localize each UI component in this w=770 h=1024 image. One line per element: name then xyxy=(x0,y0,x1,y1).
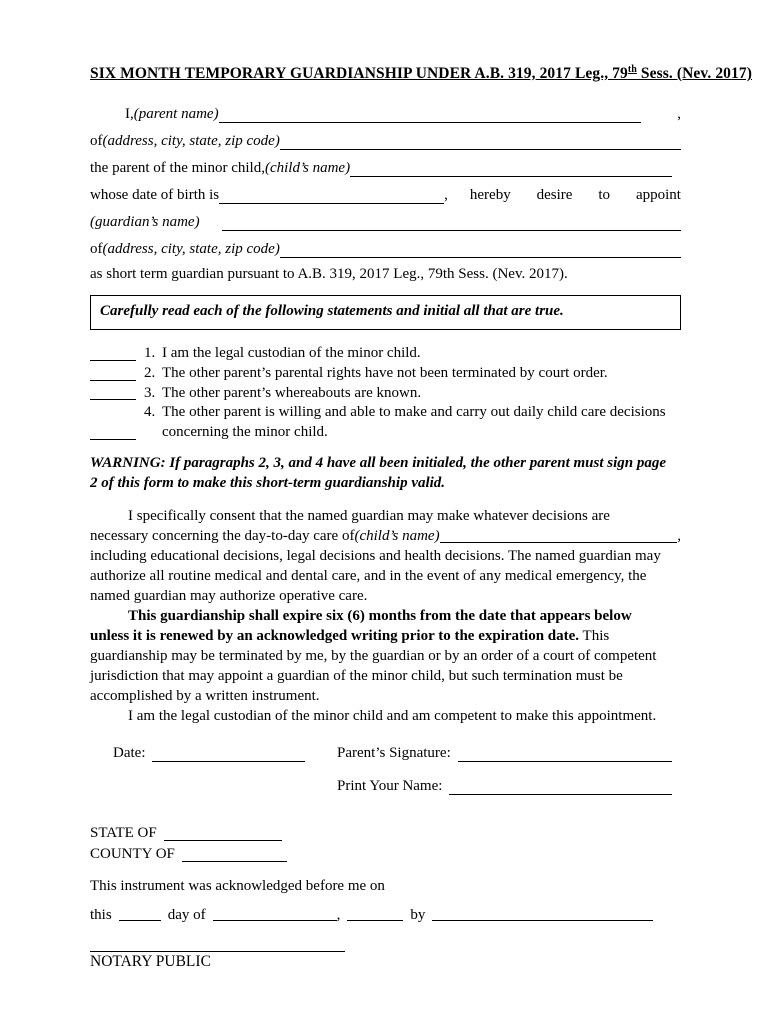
county-blank[interactable] xyxy=(182,858,287,862)
parent-address-row xyxy=(90,123,681,150)
dob-row xyxy=(90,177,681,204)
parent-name-label: I, xyxy=(125,106,134,123)
title-main: SIX MONTH TEMPORARY GUARDIANSHIP UNDER A.B. 319, 2017 Leg., 79 xyxy=(90,65,628,83)
child-name-row xyxy=(90,150,681,177)
state-of-label: STATE OF xyxy=(90,824,157,841)
title-tail: Sess. (Nev. 2017) xyxy=(636,65,752,83)
guardian-address-hint: (address, city, state, zip code) xyxy=(102,241,280,258)
guardian-address-blank[interactable] xyxy=(280,254,681,258)
statement-text: The other parent’s whereabouts are known. xyxy=(162,384,422,401)
state-blank[interactable] xyxy=(164,837,282,841)
intro-section xyxy=(90,96,681,283)
print-name-row xyxy=(90,771,681,795)
document-title xyxy=(90,64,752,83)
parent-name-row xyxy=(90,96,681,123)
expiration-paragraph-line: This guardianship shall expire six (6) months from the date that appears below xyxy=(128,607,632,624)
statement-number: 1. xyxy=(144,345,156,362)
child-name-hint: (child’s name) xyxy=(354,527,440,544)
guardian-name-row xyxy=(90,204,681,231)
expiration-paragraph-line: guardianship may be terminated by me, by the guardian or by an order of a court of competent xyxy=(90,647,657,664)
parent-name-comma: , xyxy=(677,106,681,123)
consent-paragraph-line: named guardian may authorize operative care. xyxy=(90,587,368,604)
statement-item-4 xyxy=(90,403,681,442)
hereby-desire-appoint-text: hereby desire to appoint xyxy=(469,187,681,204)
consent-paragraph-line: I specifically consent that the named guardian may make whatever decisions are xyxy=(128,507,610,524)
expiration-paragraph-line: jurisdiction that may appoint a guardian of the minor child, but such termination must be xyxy=(90,667,623,684)
parent-address-hint: (address, city, state, zip code) xyxy=(102,133,280,150)
statement-item-1 xyxy=(90,344,681,364)
child-name-label: the parent of the minor child, xyxy=(90,160,265,177)
parent-name-hint: (parent name) xyxy=(133,106,219,123)
notice-text: Carefully read each of the following statements and initial all that are true. xyxy=(100,303,564,320)
statement-text: The other parent’s parental rights have not been terminated by court order. xyxy=(162,364,608,381)
title-superscript: th xyxy=(627,64,637,75)
consent-childname-row: necessary concerning the day-to-day care of (child’s name) , xyxy=(90,527,681,544)
guardian-name-blank[interactable] xyxy=(222,227,681,231)
initial-blank-3[interactable] xyxy=(90,396,136,400)
guardian-name-hint: (guardian’s name) xyxy=(90,214,200,231)
dob-comma: , xyxy=(444,187,448,204)
notice-box xyxy=(90,295,681,330)
statute-line: as short term guardian pursuant to A.B. 319, 2017 Leg., 79th Sess. (Nev. 2017). xyxy=(90,266,568,283)
statement-text: I am the legal custodian of the minor child. xyxy=(162,345,421,362)
state-of-row xyxy=(90,823,681,844)
parent-signature-blank[interactable] xyxy=(458,758,672,762)
parent-signature-field xyxy=(337,745,681,762)
parent-name-blank[interactable] xyxy=(219,119,642,123)
notary-section xyxy=(90,878,681,971)
parent-address-label: of xyxy=(90,133,103,150)
month-blank[interactable] xyxy=(213,917,337,921)
initial-blank-4[interactable] xyxy=(90,436,136,440)
venue-section xyxy=(90,823,681,865)
dob-label: whose date of birth is xyxy=(90,187,220,204)
consent-paragraph-line: including educational decisions, legal decisions and health decisions. The named guardian may xyxy=(90,547,661,564)
statement-item-3 xyxy=(90,384,681,404)
parent-signature-label: Parent’s Signature: xyxy=(337,744,451,761)
notary-signature-blank[interactable] xyxy=(90,928,345,952)
parent-address-blank[interactable] xyxy=(280,146,681,150)
statement-number: 4. xyxy=(144,404,156,421)
day-blank[interactable] xyxy=(119,917,161,921)
print-name-field xyxy=(337,778,681,795)
notary-public-label: NOTARY PUBLIC xyxy=(90,952,211,970)
expiration-paragraph-line: accomplished by a written instrument. xyxy=(90,687,320,704)
statement-item-2 xyxy=(90,364,681,384)
acknowledged-by-blank[interactable] xyxy=(432,917,653,921)
this-label: this xyxy=(90,906,112,923)
print-name-label: Print Your Name: xyxy=(337,777,443,794)
initial-blank-2[interactable] xyxy=(90,377,136,381)
guardian-address-row xyxy=(90,231,681,258)
statements-list xyxy=(90,344,681,443)
dob-blank[interactable] xyxy=(219,200,444,204)
statement-number: 3. xyxy=(144,384,156,401)
statement-number: 2. xyxy=(144,364,156,381)
county-of-label: COUNTY OF xyxy=(90,845,175,862)
expiration-paragraph-line: unless it is renewed by an acknowledged writing prior to the expiration date. This xyxy=(90,627,610,644)
child-name-blank[interactable] xyxy=(350,173,672,177)
date-signature-row xyxy=(90,738,681,762)
statement-text: The other parent is willing and able to make and carry out daily child care decisions concerning the minor child. xyxy=(162,404,666,440)
date-field xyxy=(90,745,337,762)
consent-paragraph-line: authorize all routine medical and dental care, and in the event of any medical emergency, the xyxy=(90,567,647,584)
initial-blank-1[interactable] xyxy=(90,357,136,361)
year-blank[interactable] xyxy=(347,917,403,921)
county-of-row xyxy=(90,844,681,865)
acknowledgment-text: This instrument was acknowledged before me on xyxy=(90,877,385,894)
guardian-address-label: of xyxy=(90,241,103,258)
acknowledgment-date-row: this day of , by xyxy=(90,904,681,924)
date-blank[interactable] xyxy=(152,758,305,762)
child-name-inline-blank[interactable] xyxy=(440,539,678,543)
by-label: by xyxy=(410,906,426,923)
signature-section xyxy=(90,738,681,795)
warning-text: WARNING: If paragraphs 2, 3, and 4 have all been initialed, the other parent must sign page 2 of this form to make this short-term guardianship valid. xyxy=(90,454,667,492)
child-name-hint: (child’s name) xyxy=(264,160,351,177)
day-of-label: day of xyxy=(167,906,206,923)
print-name-blank[interactable] xyxy=(449,791,672,795)
date-label: Date: xyxy=(113,744,146,761)
competency-statement: I am the legal custodian of the minor child and am competent to make this appointment. xyxy=(128,707,657,724)
body-paragraphs xyxy=(90,506,681,726)
